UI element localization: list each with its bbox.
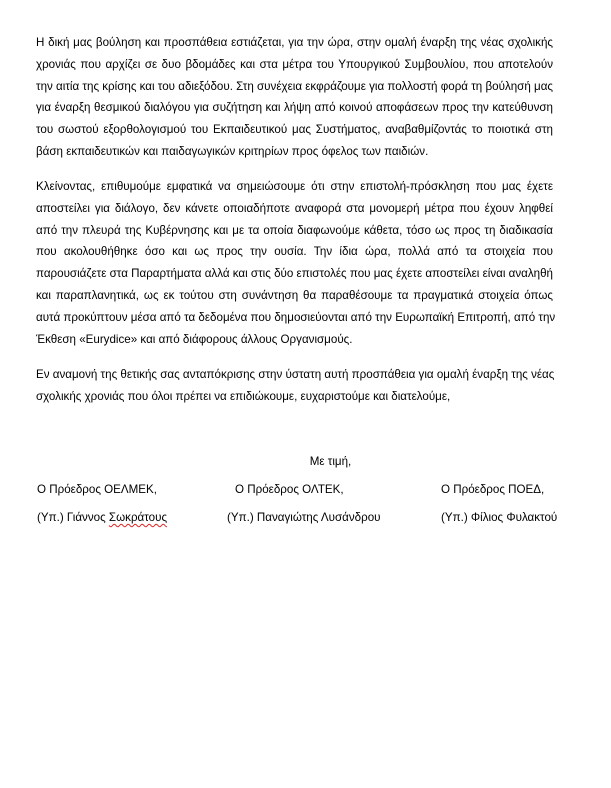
signatory-title-poed: Ο Πρόεδρος ΠΟΕΔ, [441,483,545,496]
signatory-title-oelmek: Ο Πρόεδρος ΟΕΛΜΕΚ, [37,483,157,496]
paragraph-line: που ακολουθήθηκε όσο και ως προς την ουσία. Την ίδια ώρα, πολλά από τα στοιχεία που [36,245,553,259]
signatory-name-poed [441,510,557,526]
signatory-name-oelmek [37,510,167,526]
paragraph-line: παρουσιάζετε στα Παραρτήματα αλλά και στις δύο επιστολές που μας έχετε αποστείλει είναι αναληθή [36,267,553,281]
closing-salutation: Με τιμή, [309,455,352,468]
paragraph-line: Η δική μας βούληση και προσπάθεια εστιάζεται, για την ώρα, στην ομαλή έναρξη της νέας σχολικής [36,36,553,49]
paragraph-line: την αιτία της κρίσης και του αδιεξόδου. Στη συνέχεια εκφράζουμε για πολλοστή φορά τη βούλησή μας [36,79,553,93]
signatory-name-part: (Υπ.) Φίλιος Φυλακτού [441,511,558,524]
paragraph-line: και παραπλανητικά, ως εκ τούτου στη συνάντηση θα παραθέσουμε τα πραγματικά στοιχεία όπως [36,288,553,302]
paragraph-line: αυτά προκύπτουν μέσα από τα δεδομένα που δημοσιεύονται από την Ευρωπαϊκή Επιτροπή, από την [36,310,556,324]
paragraph-line: του σωστού εξορθολογισμού του Εκπαιδευτικού μας Συστήματος, αναβαθμίζοντάς το ποιοτικά στη [36,123,553,137]
paragraph-line: για έναρξη θεσμικού διαλόγου για συζήτηση και λήψη από κοινού αποφάσεων προς την κατεύθυνση [36,101,553,115]
signatory-name-part: (Υπ.) Παναγιώτης Λυσάνδρου [227,511,381,524]
signatory-title-oltek: Ο Πρόεδρος ΟΛΤΕΚ, [235,483,344,496]
paragraph-awaiting-response [36,364,553,408]
paragraph-line: Έκθεση «Eurydice» και από διάφορους άλλους Οργανισμούς. [36,332,353,346]
paragraph-line: Εν αναμονή της θετικής σας ανταπόκρισης στην ύστατη αυτή προσπάθεια για ομαλή έναρξη της νέας [36,368,555,381]
paragraph-intent [36,32,553,163]
paragraph-line: χρονιάς που αρχίζει σε δυο βδομάδες και στα μέτρα του Υπουργικού Συμβουλίου, που αποτελούν [36,57,553,71]
paragraph-line: βάση εκπαιδευτικών και παιδαγωγικών κριτηρίων προς όφελος των παιδιών. [36,144,429,158]
paragraph-closing-remarks [36,176,556,350]
signatory-name-oltek [227,510,381,526]
paragraph-line: σχολικής χρονιάς που όλοι πρέπει να επιδιώκουμε, ευχαριστούμε και διατελούμε, [36,389,451,403]
paragraph-line: Κλείνοντας, επιθυμούμε εμφατικά να σημειώσουμε ότι στην επιστολή-πρόσκληση που μας έχετε [36,180,553,193]
signatory-name-part: (Υπ.) Γιάννος [37,511,109,524]
spellcheck-flagged-word: Σωκράτους [108,511,168,524]
paragraph-line: αποστείλει για διάλογο, δεν κάνετε οποιαδήποτε αναφορά στα μονομερή μέτρα που έχουν ληφθεί [36,201,553,215]
paragraph-line: από την πλευρά της Κυβέρνησης και με τα οποία διαφωνούμε κάθετα, τόσο ως προς τη διαδικασία [36,223,553,237]
